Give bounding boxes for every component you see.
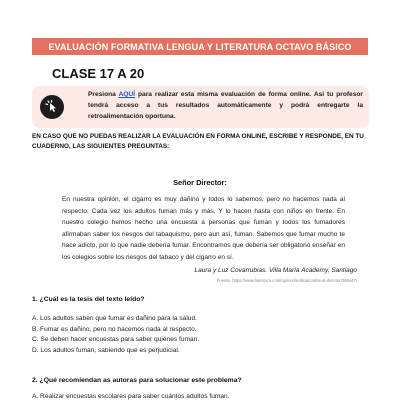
question-1-title: 1. ¿Cuál es la tesis del texto leído?: [32, 296, 145, 303]
option-b: B. Fumar es dañino, pero no hacemos nada al respecto.: [32, 325, 197, 333]
offline-instruction: EN CASO QUE NO PUEDAS REALIZAR LA EVALUACIÓN EN FORMA ONLINE, ESCRIBE Y RESPONDE, EN TU CUADERNO, LAS SIGUIENTES PREGUNTAS:: [32, 133, 364, 150]
letter-signature: Laura y Luz Covarrubias. Villa María Academy, Santiago: [194, 267, 357, 274]
class-title: CLASE 17 A 20: [52, 66, 145, 81]
question-1-options: [32, 314, 199, 356]
online-info-box: [32, 86, 369, 128]
online-info-text: [88, 89, 363, 122]
info-text-after: para realizar esta misma evaluación de forma online. Así tu profesor tendrá acceso a tus resultados automáticamente y podrá entregarte la retroalimentación oportuna.: [88, 91, 363, 120]
option-d: D. Los adultos fuman, sabiendo que es perjudicial.: [32, 346, 180, 354]
banner-title: EVALUACIÓN FORMATIVA LENGUA Y LITERATURA OCTAVO BÁSICO: [48, 41, 352, 52]
cursor-click-icon: [40, 95, 64, 119]
option-a: A. Realizar encuestas escolares para saber cuántos adultos fuman.: [32, 393, 230, 400]
letter-body: En nuestra opinión, el cigarro es muy dañino y todos lo sabemos, pero no hacemos nada al respecto. Cada vez los adultos fuman más y más. Y lo hacen hasta con niños en frente. En nuestro colegio hemos hecho una encuesta a personas que fuman y todos los fumadores afirmaban saber los riesgos del tabaquismo, pero aun así, fuman. Sabemos que fumar mucho te hace adicto, por lo que nadie debería fumar. Encontramos que debería ser obligatorio enseñar en los colegios sobre los riesgos del tabaco y del cigarro en sí.: [62, 196, 345, 261]
question-2-title: 2. ¿Qué recomiendan as autoras para solucionar este problema?: [32, 377, 242, 384]
letter-salutation: Señor Director:: [173, 178, 227, 187]
letter-source: Fuente: https://www.latercera.com/opinion/noticia/cartas-al-director/368447/: [216, 278, 357, 283]
option-c: C. Se deben hacer encuestas para saber quiénes fuman.: [32, 336, 200, 343]
info-text-before: Presiona: [88, 91, 119, 98]
title-banner: [32, 38, 368, 55]
option-a: A. Los adultos saben que fumar es dañino para la salud.: [32, 315, 197, 322]
online-evaluation-link[interactable]: AQUÍ: [118, 91, 136, 98]
